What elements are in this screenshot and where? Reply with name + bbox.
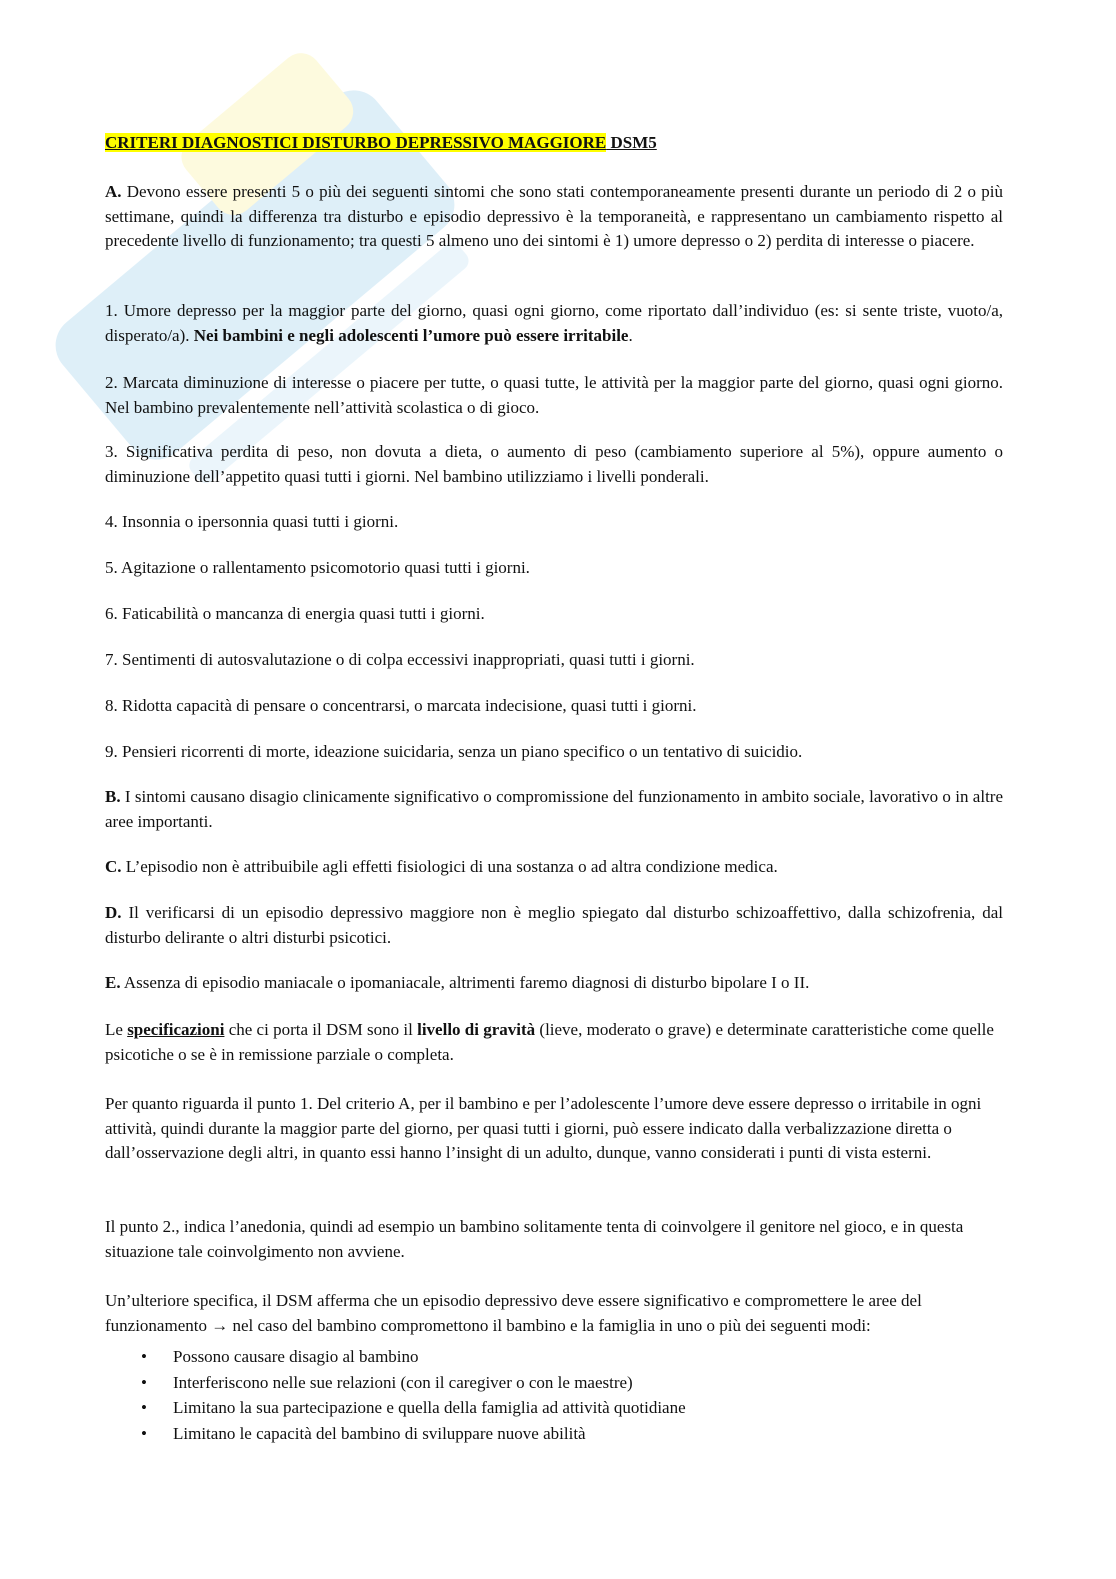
criterion-label: C. (105, 857, 122, 876)
symptom-text: 1. Umore depresso per la maggior parte del giorno, quasi ogni giorno, come riportato dall’individuo (es: si sente triste, vuoto/a, disperato/a). (105, 301, 1003, 345)
text: che ci porta il DSM sono il (224, 1020, 418, 1039)
further-paragraph (105, 1289, 1003, 1338)
document-title (105, 131, 657, 155)
criterion-label: B. (105, 787, 121, 806)
criterion-b (105, 785, 1003, 834)
list-item: • Interferiscono nelle sue relazioni (con il caregiver o con le maestre) (173, 1370, 1003, 1396)
symptom-after: . (628, 325, 633, 345)
text: Un’ulteriore specifica, il DSM afferma che un episodio depressivo deve essere significativo e compromettere le aree del funzionamento (105, 1291, 922, 1335)
criterion-d (105, 901, 1003, 950)
title-suffix: DSM5 (606, 133, 657, 152)
criterion-label: A. (105, 182, 122, 201)
impact-list (105, 1344, 1003, 1446)
symptom-6: 6. Faticabilità o mancanza di energia quasi tutti i giorni. (105, 604, 485, 623)
symptom-3: 3. Significativa perdita di peso, non dovuta a dieta, o aumento di peso (cambiamento superiore al 5%), oppure aumento o diminuzione dell’appetito quasi tutti i giorni. Nel bambino utilizziamo i livelli ponderali. (105, 442, 1003, 486)
severity-term: livello di gravità (417, 1020, 536, 1039)
symptom-9: 9. Pensieri ricorrenti di morte, ideazione suicidaria, senza un piano specifico o un tentativo di suicidio. (105, 742, 803, 761)
list-item: • Limitano le capacità del bambino di sviluppare nuove abilità (173, 1421, 1003, 1447)
symptom-4: 4. Insonnia o ipersonnia quasi tutti i giorni. (105, 512, 399, 531)
point1-paragraph: Per quanto riguarda il punto 1. Del criterio A, per il bambino e per l’adolescente l’umore deve essere depresso o irritabile in ogni attività, quindi durante la maggior parte del giorno, per quasi tutti i giorni, può essere indicato dalla verbalizzazione diretta o dall’osservazione degli altri, in quanto essi hanno l’insight di un adulto, dunque, vanno considerati i punti di vista esterni. (105, 1094, 982, 1163)
criterion-text: Il verificarsi di un episodio depressivo maggiore non è meglio spiegato dal disturbo schizoaffettivo, dalla schizofrenia, dal disturbo delirante o altri disturbi psicotici. (105, 903, 1003, 947)
symptom-7: 7. Sentimenti di autosvalutazione o di colpa eccessivi inappropriati, quasi tutti i giorni. (105, 650, 695, 669)
criterion-e (105, 971, 1003, 996)
text: nel caso del bambino compromettono il bambino e la famiglia in uno o più dei seguenti modi: (228, 1315, 871, 1335)
symptom-5: 5. Agitazione o rallentamento psicomotorio quasi tutti i giorni. (105, 558, 530, 577)
list-item: • Limitano la sua partecipazione e quella della famiglia ad attività quotidiane (173, 1395, 1003, 1421)
list-item: • Possono causare disagio al bambino (173, 1344, 1003, 1370)
point2-paragraph: Il punto 2., indica l’anedonia, quindi ad esempio un bambino solitamente tenta di coinvolgere il genitore nel gioco, e in questa situazione tale coinvolgimento non avviene. (105, 1217, 964, 1261)
criterion-text: I sintomi causano disagio clinicamente significativo o compromissione del funzionamento in ambito sociale, lavorativo o in altre aree importanti. (105, 787, 1003, 831)
title-highlighted: CRITERI DIAGNOSTICI DISTURBO DEPRESSIVO MAGGIORE (105, 133, 607, 152)
specifications-paragraph (105, 1018, 1003, 1067)
criterion-c (105, 855, 1003, 880)
specifications-term: specificazioni (127, 1020, 225, 1039)
symptom-1 (105, 299, 1003, 348)
criterion-text: L’episodio non è attribuibile agli effetti fisiologici di una sostanza o ad altra condizione medica. (121, 857, 778, 876)
criterion-text: Assenza di episodio maniacale o ipomaniacale, altrimenti faremo diagnosi di disturbo bipolare I o II. (120, 973, 810, 992)
symptom-8: 8. Ridotta capacità di pensare o concentrarsi, o marcata indecisione, quasi tutti i giorni. (105, 696, 697, 715)
symptom-2: 2. Marcata diminuzione di interesse o piacere per tutte, o quasi tutte, le attività per la maggior parte del giorno, quasi ogni giorno. Nel bambino prevalentemente nell’attività scolastica o di gioco. (105, 373, 1003, 417)
arrow-right-icon: → (211, 1315, 229, 1335)
criterion-text: Devono essere presenti 5 o più dei seguenti sintomi che sono stati contemporaneamente presenti durante un periodo di 2 o più settimane, quindi la differenza tra disturbo e episodio depressivo è la temporaneità, e rappresentano un cambiamento rispetto al precedente livello di funzionamento; tra questi 5 almeno uno dei sintomi è 1) umore depresso o 2) perdita di interesse o piacere. (105, 182, 1003, 251)
criterion-label: E. (105, 973, 121, 992)
symptom-bold: Nei bambini e negli adolescenti l’umore può essere irritabile (193, 325, 629, 345)
criterion-a (105, 180, 1003, 254)
text: Le (105, 1020, 128, 1039)
text: (lieve, moderato o grave) e determinate caratteristiche come quelle psicotiche o se è in remissione parziale o completa. (105, 1020, 994, 1064)
criterion-label: D. (105, 903, 122, 922)
